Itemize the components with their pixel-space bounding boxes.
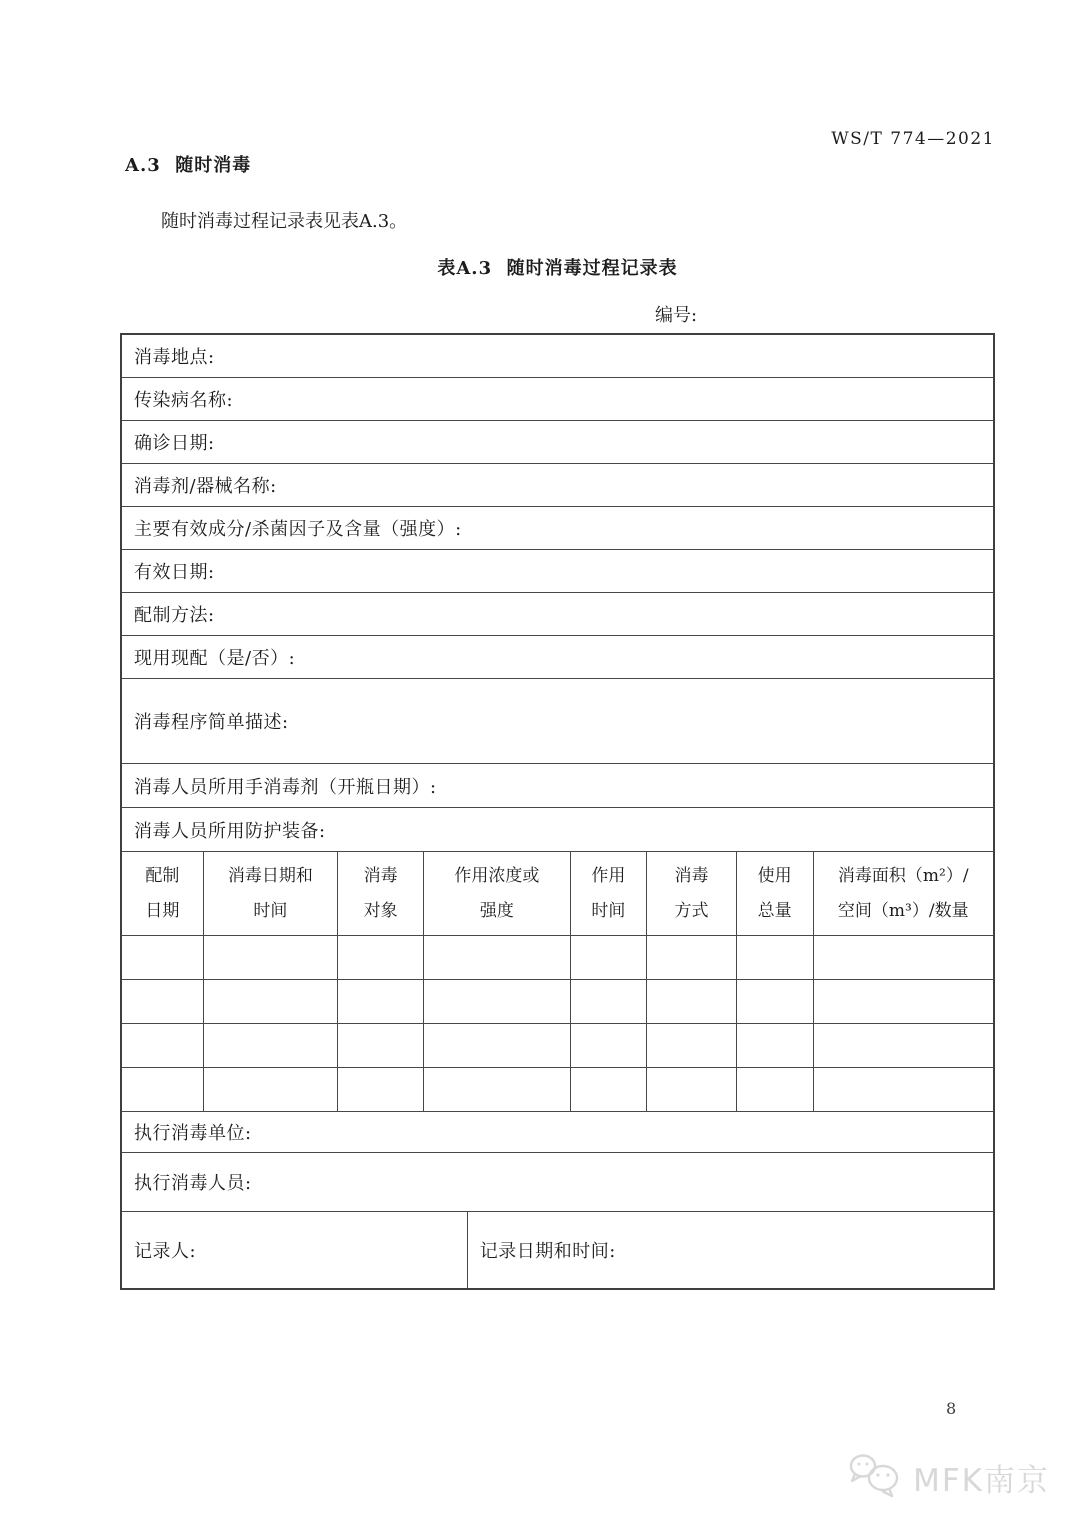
grid-header-prep-date: 配制 日期	[122, 852, 204, 936]
grid-cell	[737, 1024, 814, 1068]
form-row-disinfectant-name: 消毒剂/器械名称:	[122, 464, 993, 507]
grid-header-concentration: 作用浓度或 强度	[424, 852, 570, 936]
grid-cell	[737, 1068, 814, 1112]
grid-cell	[338, 1068, 424, 1112]
grid-cell	[647, 936, 737, 980]
grid-cell	[814, 936, 994, 980]
grid-cell	[647, 1024, 737, 1068]
grid-cell	[814, 980, 994, 1024]
grid-cell	[338, 980, 424, 1024]
grid-cell	[737, 980, 814, 1024]
serial-number-label: 编号:	[655, 305, 698, 326]
grid-cell	[204, 980, 338, 1024]
grid-cell	[424, 1068, 570, 1112]
grid-cell	[571, 936, 648, 980]
grid-cell	[647, 1068, 737, 1112]
grid-cell	[204, 936, 338, 980]
form-row-disease-name: 传染病名称:	[122, 378, 993, 421]
grid-header-area-volume: 消毒面积（m²）/ 空间（m³）/数量	[814, 852, 994, 936]
grid-cell	[571, 1024, 648, 1068]
form-row-protective-equipment: 消毒人员所用防护装备:	[122, 808, 993, 852]
form-row-procedure-description: 消毒程序简单描述:	[122, 679, 993, 764]
form-row-hand-sanitizer: 消毒人员所用手消毒剂（开瓶日期）:	[122, 764, 993, 808]
grid-cell	[814, 1024, 994, 1068]
grid-cell	[122, 1068, 204, 1112]
grid-cell	[122, 980, 204, 1024]
grid-cell	[122, 1024, 204, 1068]
grid-empty-row	[122, 936, 993, 980]
recorder-label: 记录人:	[122, 1212, 468, 1288]
grid-header-target: 消毒 对象	[338, 852, 424, 936]
watermark	[845, 1450, 1050, 1504]
grid-header-action-time: 作用 时间	[571, 852, 648, 936]
grid-cell	[204, 1068, 338, 1112]
grid-header-row	[122, 852, 993, 936]
grid-cell	[424, 980, 570, 1024]
record-datetime-label: 记录日期和时间:	[479, 1241, 616, 1262]
grid-cell	[338, 1024, 424, 1068]
form-row-location: 消毒地点:	[122, 335, 993, 378]
grid-cell	[737, 936, 814, 980]
standard-code: WS/T 774—2021	[831, 129, 995, 149]
grid-cell	[338, 936, 424, 980]
page-number: 8	[946, 1399, 957, 1418]
form-row-diagnosis-date: 确诊日期:	[122, 421, 993, 464]
intro-paragraph: 随时消毒过程记录表见表A.3。	[161, 211, 408, 232]
form-row-preparation-method: 配制方法:	[122, 593, 993, 636]
grid-cell	[814, 1068, 994, 1112]
form-row-expiry-date: 有效日期:	[122, 550, 993, 593]
grid-empty-row	[122, 1068, 993, 1112]
grid-empty-row	[122, 1024, 993, 1068]
grid-cell	[571, 1068, 648, 1112]
table-caption: 表A.3 随时消毒过程记录表	[437, 258, 678, 279]
form-row-recorder	[122, 1212, 993, 1288]
form-row-executing-unit: 执行消毒单位:	[122, 1112, 993, 1153]
form-row-fresh-prepared: 现用现配（是/否）:	[122, 636, 993, 679]
section-heading: A.3 随时消毒	[125, 155, 252, 176]
wechat-icon	[845, 1450, 905, 1504]
grid-cell	[122, 936, 204, 980]
disinfection-record-form	[120, 333, 995, 1290]
grid-cell	[424, 1024, 570, 1068]
grid-empty-row	[122, 980, 993, 1024]
form-row-executing-personnel: 执行消毒人员:	[122, 1153, 993, 1212]
grid-cell	[424, 936, 570, 980]
grid-header-disinfection-datetime: 消毒日期和 时间	[204, 852, 338, 936]
grid-cell	[204, 1024, 338, 1068]
form-row-active-ingredient: 主要有效成分/杀菌因子及含量（强度）:	[122, 507, 993, 550]
grid-header-total-used: 使用 总量	[737, 852, 814, 936]
grid-cell	[571, 980, 648, 1024]
watermark-text: MFK南京	[913, 1462, 1050, 1499]
grid-header-method: 消毒 方式	[647, 852, 737, 936]
grid-cell	[647, 980, 737, 1024]
